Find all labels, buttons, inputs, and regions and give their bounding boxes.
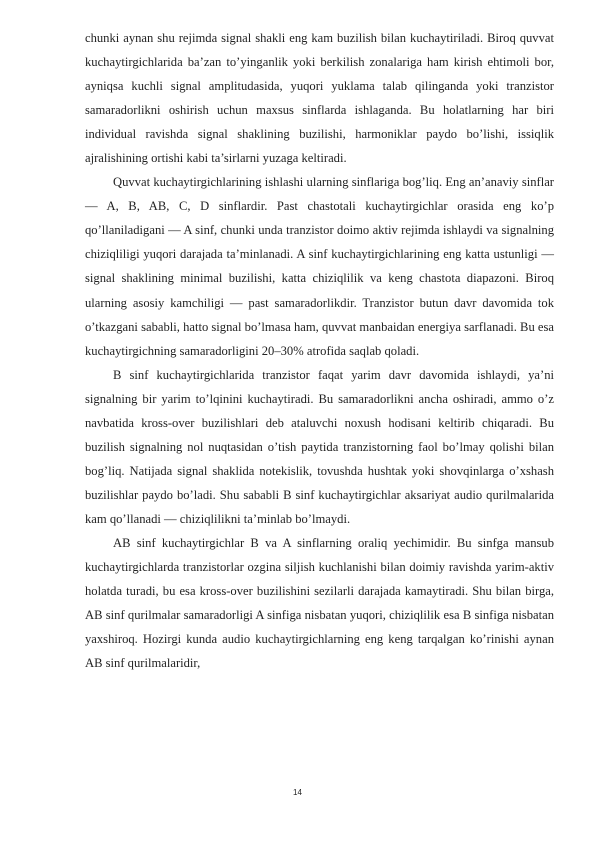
paragraph-continuation: chunki aynan shu rejimda signal shakli eng kam buzilish bilan kuchaytiriladi. Biroq quvvat kuchaytirgichlarida ba’zan to’yinganlik yoki berkilish zonalariga ham kirish ehtimoli bor, ayniqsa kuchli signal amplitudasida, yuqori yuklama talab qilinganda yoki tranzistor samaradorlikni oshirish uchun maxsus sinflarda ishlaganda. Bu holatlarning har biri individual ravishda signal shaklining buzilishi, harmoniklar paydo bo’lishi, issiqlik ajralishining ortishi kabi ta’sirlarni yuzaga keltiradi. [85,31,554,166]
document-page [85,26,554,675]
page-number: 14 [293,788,302,797]
paragraph-class-ab: AB sinf kuchaytirgichlar B va A sinflarning oraliq yechimidir. Bu sinfga mansub kuchaytirgichlarda tranzistorlar ozgina siljish kuchlanishi bilan doimiy ravishda yarim-aktiv holatda turadi, bu esa kross-over buzilishini sezilarli darajada kamaytiradi. Shu bilan birga, AB sinf qurilmalar samaradorligi A sinfiga nisbatan yuqori, chiziqlilik esa B sinfiga nisbatan yaxshiroq. Hozirgi kunda audio kuchaytirgichlarning eng keng tarqalgan ko’rinishi aynan AB sinf qurilmalaridir, [85,535,554,671]
paragraph-class-b: B sinf kuchaytirgichlarida tranzistor faqat yarim davr davomida ishlaydi, ya’ni signalning bir yarim to’lqinini kuchaytiradi. Bu samaradorlikni ancha oshiradi, ammo o’z navbatida kross-over buzilishlari deb ataluvchi noxush hodisani keltirib chiqaradi. Bu buzilish signalning nol nuqtasidan o’tish paytida tranzistorning faol bo’lmay qolishi bilan bog’liq. Natijada signal shaklida notekislik, tovushda hushtak yoki shovqinlarga o’xshash buzilishlar paydo bo’ladi. Shu sababli B sinf kuchaytirgichlar aksariyat audio qurilmalarida kam qo’llanadi — chiziqlilikni ta’minlab bo’lmaydi. [85,367,554,526]
paragraph-amplifier-classes: Quvvat kuchaytirgichlarining ishlashi ularning sinflariga bog’liq. Eng an’anaviy sinflar — A, B, AB, C, D sinflardir. Past chastotali kuchaytirgichlar orasida eng ko’p qo’llaniladigani — A sinf, chunki unda tranzistor doimo aktiv rejimda ishlaydi va signalning chiziqliligi yuqori darajada ta’minlanadi. A sinf kuchaytirgichlarining eng katta ustunligi — signal shaklining minimal buzilishi, katta chiziqlilik va keng chastota diapazoni. Biroq ularning asosiy kamchiligi — past samaradorlikdir. Tranzistor butun davr davomida tok o’tkazgani sababli, hatto signal bo’lmasa ham, quvvat manbaidan energiya sarflanadi. Bu esa kuchaytirgichning samaradorligini 20–30% atrofida saqlab qoladi. [85,175,554,358]
